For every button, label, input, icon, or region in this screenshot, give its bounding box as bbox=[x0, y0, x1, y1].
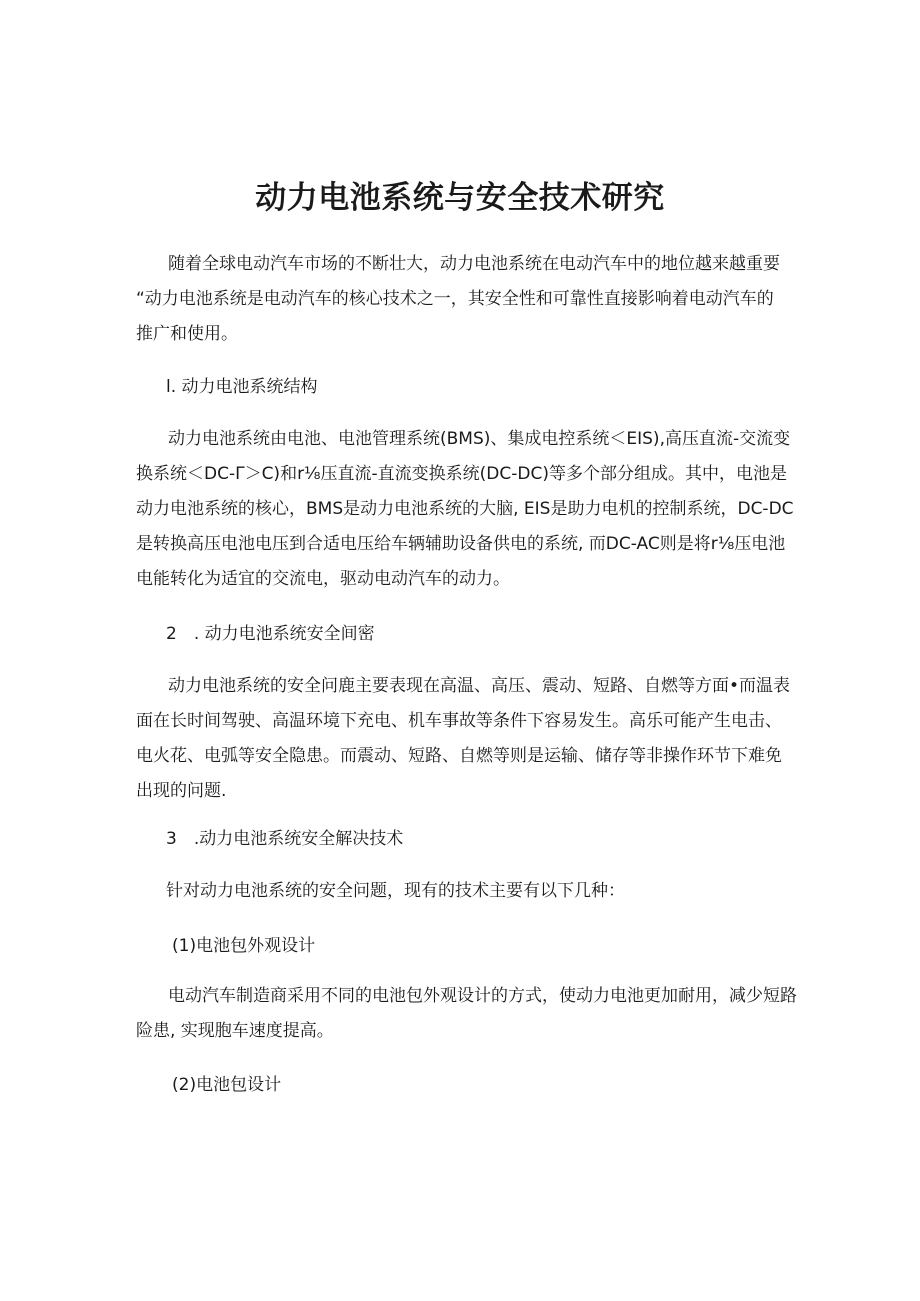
document-title: 动力电池系统与安全技术研究 bbox=[255, 180, 665, 216]
text-line: 出现的问题. bbox=[136, 781, 227, 801]
section-3-intro: 针对动力电池系统的安全问题，现有的技术主要有以下几种： bbox=[166, 881, 625, 901]
subsection-1-paragraph bbox=[136, 979, 797, 1049]
section-heading-1: l. 动力电池系统结构 bbox=[166, 377, 318, 397]
subsection-heading-2: (2)电池包设计 bbox=[172, 1075, 282, 1095]
text-line: 险患, 实现胞车速度提高。 bbox=[136, 1021, 334, 1041]
text-line: 动力电池系统的核心，BMS是动力电池系统的大脑, EIS是助力电机的控制系统，DC-DC bbox=[136, 499, 794, 519]
section-1-paragraph bbox=[136, 422, 794, 597]
subsection-heading-1: (1)电池包外观设计 bbox=[172, 936, 316, 956]
text-line: 换系统＜DC-Γ＞C)和r⅛压直流-直流变换系统(DC-DC)等多个部分组成。其中，电池是 bbox=[136, 464, 787, 484]
text-line: “动力电池系统是电动汽车的核心技术之一，其安全性和可靠性直接影响着电动汽车的 bbox=[136, 289, 774, 309]
text-line: 是转换高压电池电压到合适电压给车辆辅助设备供电的系统, 而DC-AC则是将r⅛压电池 bbox=[136, 534, 786, 554]
section-2-paragraph bbox=[136, 669, 791, 809]
text-line: 电火花、电弧等安全隐患。而震动、短路、自燃等则是运输、储存等非操作环节下难免 bbox=[136, 746, 782, 766]
text-line: 电能转化为适宜的交流电，驱动电动汽车的动力。 bbox=[136, 569, 510, 589]
text-line: 随着全球电动汽车市场的不断壮大，动力电池系统在电动汽车中的地位越来越重要 bbox=[168, 254, 780, 274]
text-line: 面在长时间驾驶、高温环境下充电、机车事故等条件下容易发生。高乐可能产生电击、 bbox=[136, 711, 782, 731]
text-line: 推广和使用。 bbox=[136, 324, 238, 344]
section-heading-2: 2 . 动力电池系统安全间密 bbox=[166, 624, 375, 644]
text-line: 动力电池系统由电池、电池管理系统(BMS)、集成电控系统＜EIS),高压直流-交流变 bbox=[168, 429, 791, 449]
text-line: 动力电池系统的安全问鹿主要表现在高温、高压、震动、短路、自燃等方面•而温表 bbox=[168, 676, 791, 696]
section-heading-3: 3 .动力电池系统安全解决技术 bbox=[166, 829, 404, 849]
intro-paragraph bbox=[136, 247, 786, 352]
text-line: 电动汽车制造商采用不同的电池包外观设计的方式，使动力电池更加耐用，减少短路 bbox=[168, 986, 797, 1006]
